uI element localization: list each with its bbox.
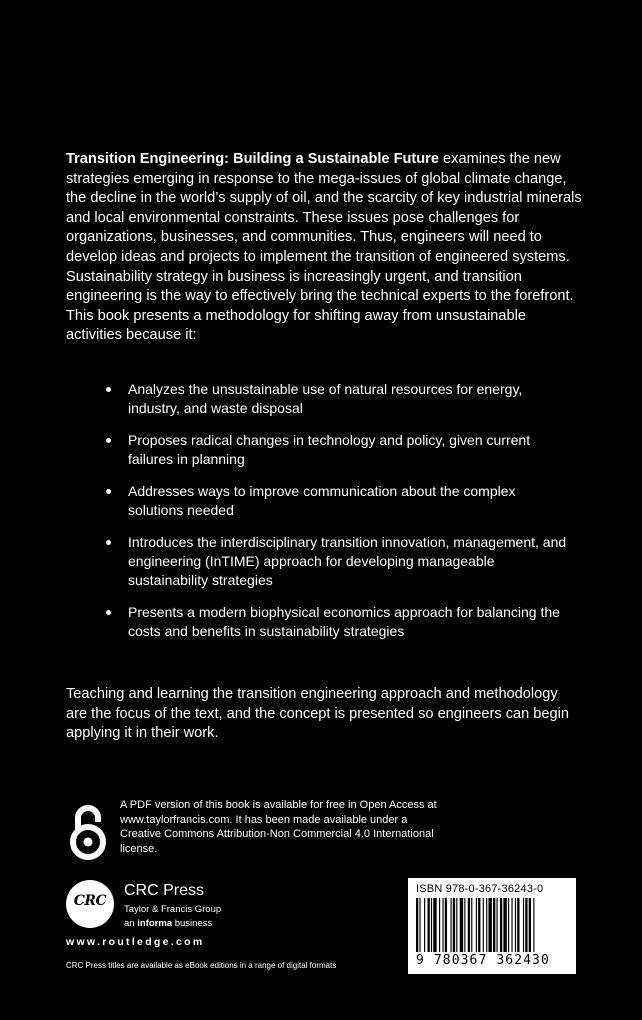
barcode-bar xyxy=(476,898,477,952)
barcode-bar xyxy=(497,898,498,952)
barcode-bar xyxy=(424,898,425,952)
barcode-bar xyxy=(493,898,495,952)
barcode-bar xyxy=(442,898,443,952)
barcode-bar xyxy=(428,898,430,952)
barcode-bars xyxy=(416,898,568,952)
open-access-lock-icon xyxy=(66,800,110,860)
barcode-bar xyxy=(511,898,512,952)
crc-logo xyxy=(66,880,114,928)
barcode-bar xyxy=(483,898,484,952)
barcode-bar xyxy=(488,898,491,952)
barcode-bar xyxy=(471,898,472,952)
description-intro: examines the new strategies emerging in response to the mega-issues of global climate change, the decline in the world’s supply of oil, and the scarcity of key industrial minerals and local environmental constraints. These issues pose challenges for organizations, businesses, and communities. Thus, engineers will need to develop ideas and projects to implement the transition of engineered systems. Sustainability strategy in business is increasingly urgent, and transition engineering is the way to effectively bring the technical experts to the forefront. This book presents a methodology for shifting away from unsustainable activities because it: xyxy=(66,151,582,344)
isbn-label: ISBN 978-0-367-36243-0 xyxy=(416,883,544,895)
isbn-barcode xyxy=(408,878,576,974)
barcode-bar xyxy=(460,898,463,952)
barcode-bar xyxy=(525,898,527,952)
book-title: Transition Engineering: Building a Sustainable Future xyxy=(66,151,439,167)
barcode-digits: 9 780367 362430 xyxy=(416,953,550,968)
barcode-bar xyxy=(445,898,447,952)
barcode-bar xyxy=(500,898,502,952)
barcode-bar xyxy=(533,898,534,952)
barcode-bar xyxy=(419,898,420,952)
ebook-note: CRC Press titles are available as eBook editions in a range of digital formats xyxy=(66,961,337,970)
barcode-bar xyxy=(451,898,452,952)
crc-logo-text: CRC xyxy=(73,893,107,909)
list-item: Addresses ways to improve communication about the complex solutions needed xyxy=(92,482,568,520)
list-item: Introduces the interdisciplinary transition innovation, management, and engineering (InTIME) approach for developing manageable sustainability strategies xyxy=(92,533,568,590)
barcode-bar xyxy=(503,898,506,952)
barcode-bar xyxy=(523,898,524,952)
feature-list xyxy=(92,380,568,654)
barcode-bar xyxy=(517,898,519,952)
publisher-group: Taylor & Francis Group xyxy=(124,904,222,915)
barcode-bar xyxy=(529,898,531,952)
barcode-bar xyxy=(453,898,455,952)
list-item: Proposes radical changes in technology and policy, given current failures in planning xyxy=(92,431,568,469)
open-access-notice: A PDF version of this book is available for free in Open Access at www.taylorfrancis.com. It has been made available under a Creative Commons Attribution-Non Commercial 4.0 International license. xyxy=(120,799,437,855)
list-item: Analyzes the unsustainable use of natural resources for energy, industry, and waste disposal xyxy=(92,380,568,418)
barcode-bar xyxy=(456,898,457,952)
book-description xyxy=(66,150,582,346)
closing-paragraph: Teaching and learning the transition engineering approach and methodology are the focus of the text, and the concept is presented so engineers can begin applying it in their work. xyxy=(66,686,570,742)
barcode-bar xyxy=(439,898,440,952)
barcode-bar xyxy=(478,898,480,952)
publisher-tagline: an informa business xyxy=(124,918,213,929)
barcode-bar xyxy=(433,898,436,952)
barcode-bar xyxy=(508,898,509,952)
publisher-name: CRC Press xyxy=(124,882,205,899)
barcode-bar xyxy=(468,898,470,952)
publisher-website: www.routledge.com xyxy=(66,936,205,948)
barcode-bar xyxy=(464,898,465,952)
list-item: Presents a modern biophysical economics approach for balancing the costs and benefits in sustainability strategies xyxy=(92,603,568,641)
barcode-bar xyxy=(486,898,487,952)
barcode-bar xyxy=(416,898,418,952)
barcode-bar xyxy=(515,898,516,952)
barcode-bar xyxy=(431,898,432,952)
